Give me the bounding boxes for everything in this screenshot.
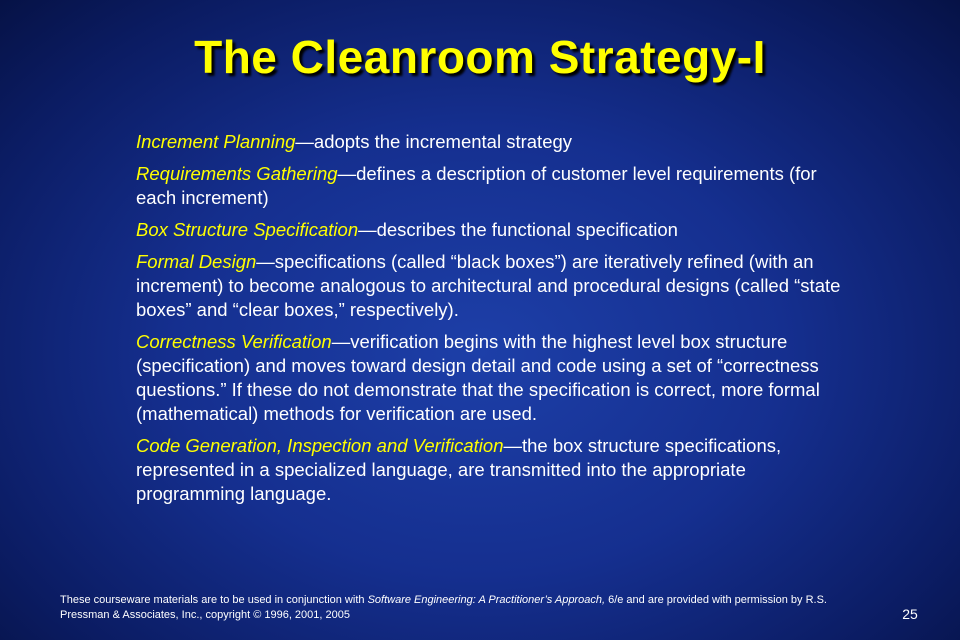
item-term: Increment Planning — [136, 131, 296, 152]
list-item — [136, 434, 856, 506]
footer-prefix: These courseware materials are to be used in conjunction with — [60, 594, 368, 606]
list-item — [136, 218, 856, 242]
list-item — [136, 130, 856, 154]
item-term: Box Structure Specification — [136, 219, 359, 240]
item-text: —adopts the incremental strategy — [295, 131, 573, 152]
item-text: —the box structure specifications, represented in a specialized language, are transmitted into the appropriate programming language. — [136, 435, 782, 504]
page-number: 25 — [902, 606, 918, 622]
footer-book-title: Software Engineering: A Practitioner’s Approach, — [367, 594, 606, 606]
item-text: —specifications (called “black boxes”) are iteratively refined (with an increment) to become analogous to architectural and procedural designs (called “state boxes” and “clear boxes,” respectively). — [136, 251, 841, 320]
item-term: Correctness Verification — [136, 331, 332, 352]
slide-body — [136, 130, 856, 514]
list-item — [136, 330, 856, 426]
footer-note — [60, 593, 860, 623]
list-item — [136, 250, 856, 322]
footer-suffix: 6/e and are provided with permission by R.S. Pressman & Associates, Inc., copyright © 1996, 2001, 2005 — [60, 594, 827, 621]
slide-title: The Cleanroom Strategy-I — [194, 31, 766, 83]
item-text: —defines a description of customer level requirements (for each increment) — [136, 163, 817, 208]
list-item — [136, 162, 856, 210]
item-term: Formal Design — [136, 251, 257, 272]
item-term: Code Generation, Inspection and Verification — [136, 435, 504, 456]
item-text: —verification begins with the highest level box structure (specification) and moves toward design detail and code using a set of “correctness questions.” If these do not demonstrate that the specification is correct, more formal (mathematical) methods for verification are used. — [136, 331, 820, 424]
item-text: —describes the functional specification — [358, 219, 678, 240]
item-term: Requirements Gathering — [136, 163, 338, 184]
